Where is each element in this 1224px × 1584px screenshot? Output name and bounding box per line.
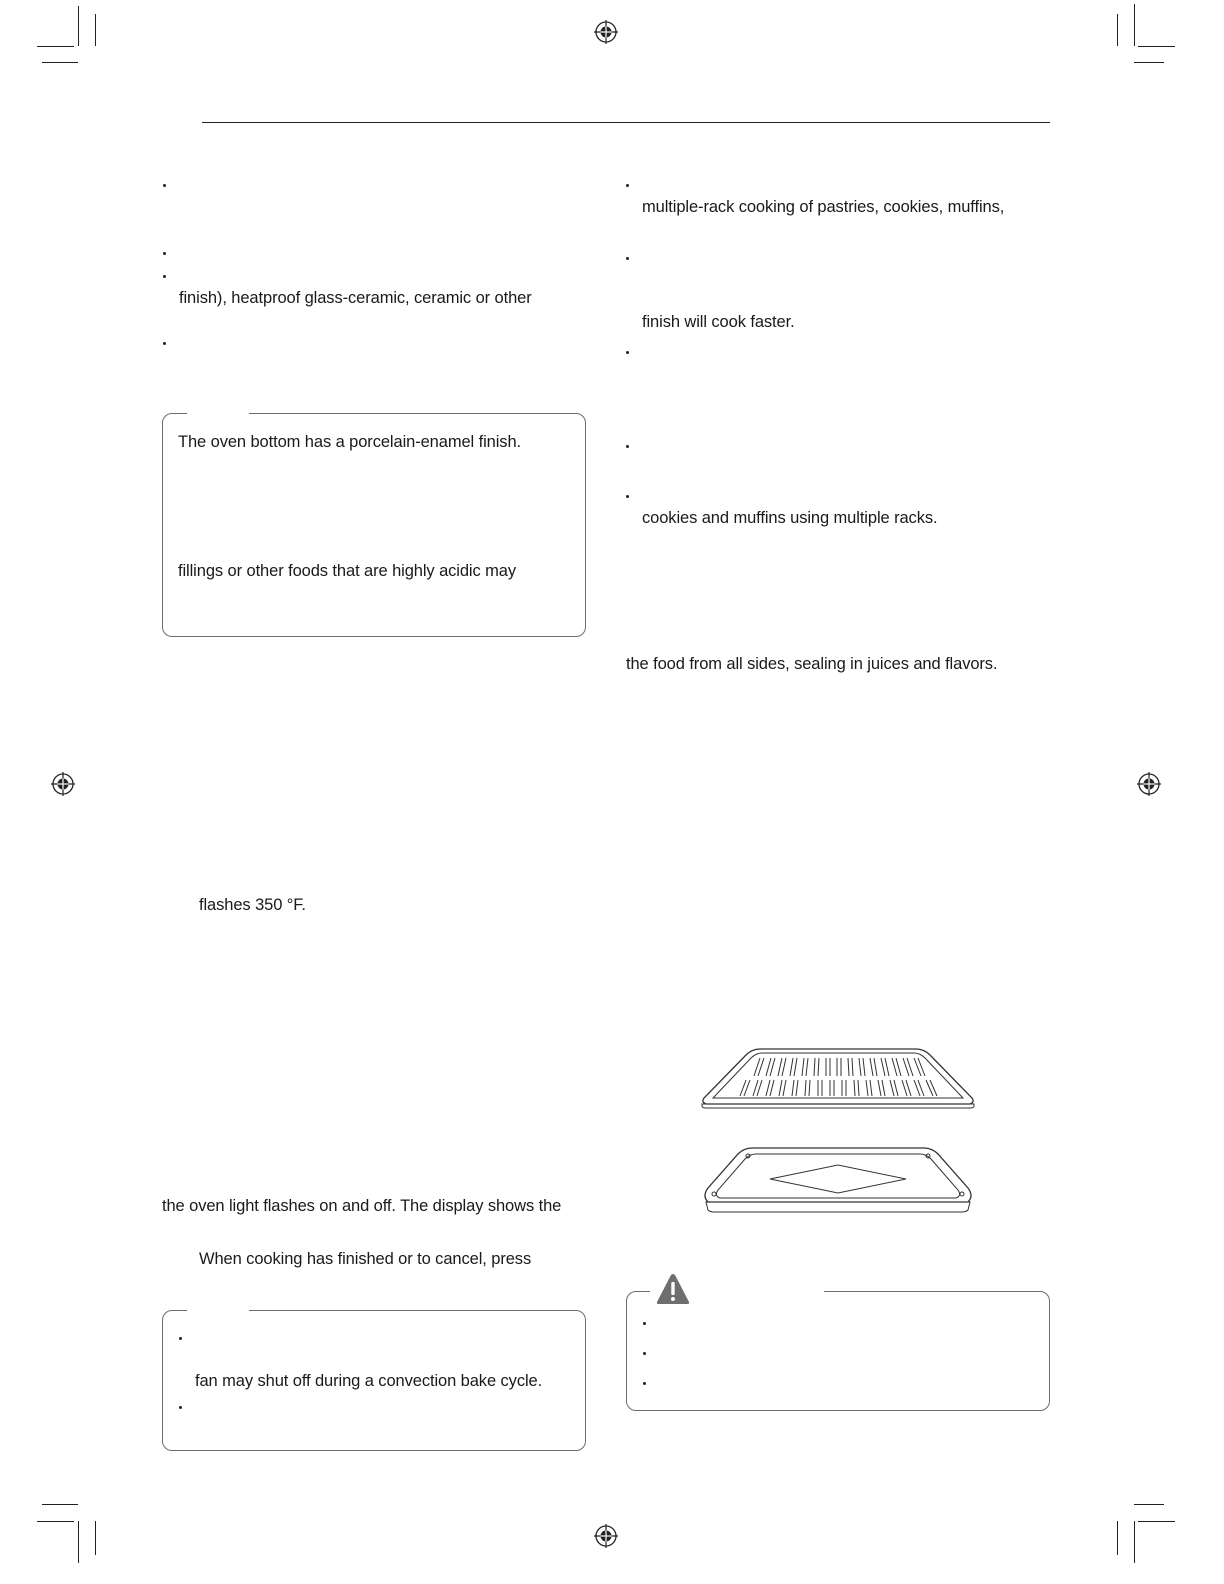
paragraph-line: finish), heatproof glass-ceramic, ceramic or other	[179, 289, 532, 307]
broiler-pan-illustration	[700, 1144, 976, 1216]
broiler-grid-illustration	[698, 1044, 978, 1110]
paragraph-line: flashes 350 °F.	[199, 896, 306, 914]
bullet	[626, 445, 629, 448]
note-line: The oven bottom has a porcelain-enamel finish.	[178, 433, 522, 451]
bullet	[626, 495, 629, 498]
registration-mark-icon	[594, 20, 618, 44]
bullet	[163, 184, 166, 187]
paragraph-line: multiple-rack cooking of pastries, cookies, muffins,	[642, 198, 1005, 216]
bullet	[163, 275, 166, 278]
registration-mark-icon	[1137, 772, 1161, 796]
warning-triangle-icon	[655, 1272, 691, 1306]
bullet	[163, 252, 166, 255]
bullet	[163, 342, 166, 345]
bullet	[179, 1337, 182, 1340]
header-rule	[202, 122, 1050, 123]
bullet	[643, 1352, 646, 1355]
note-line: fan may shut off during a convection bake cycle.	[195, 1372, 543, 1390]
bullet	[643, 1382, 646, 1385]
bullet	[626, 257, 629, 260]
paragraph-line: the food from all sides, sealing in juices and flavors.	[626, 655, 998, 673]
note-line: fillings or other foods that are highly acidic may	[178, 562, 517, 580]
registration-mark-icon	[594, 1524, 618, 1548]
bullet	[626, 184, 629, 187]
paragraph-line: finish will cook faster.	[642, 313, 795, 331]
bullet	[643, 1322, 646, 1325]
caution-box	[626, 1291, 1050, 1411]
bullet	[179, 1406, 182, 1409]
bullet	[626, 351, 629, 354]
paragraph-line: cookies and muffins using multiple racks.	[642, 509, 938, 527]
registration-mark-icon	[51, 772, 75, 796]
paragraph-line: When cooking has finished or to cancel, press	[199, 1250, 532, 1268]
paragraph-line: the oven light flashes on and off. The display shows the	[162, 1197, 562, 1215]
